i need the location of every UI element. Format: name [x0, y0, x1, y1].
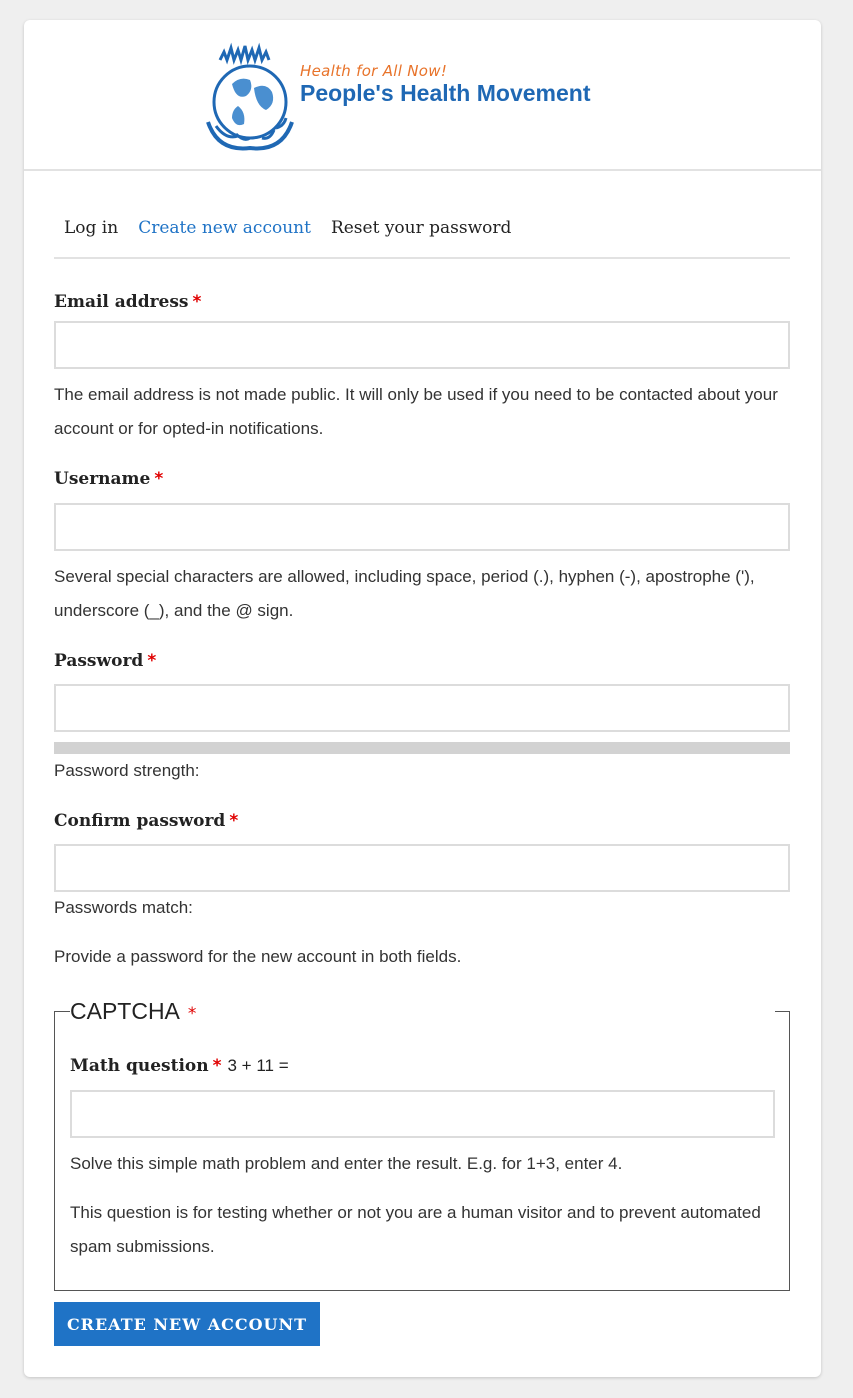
required-mark: * — [147, 651, 157, 671]
username-label — [54, 469, 163, 489]
required-mark: * — [187, 1004, 197, 1024]
confirm-password-label — [54, 811, 238, 831]
site-tagline: Health for All Now! — [300, 62, 448, 80]
password-field[interactable] — [54, 684, 790, 732]
captcha-border-left — [54, 1011, 70, 1012]
tab-create-new-account[interactable]: Create new account — [138, 218, 311, 238]
captcha-legend-text: CAPTCHA — [70, 998, 180, 1024]
password-strength-bar — [54, 742, 790, 754]
email-field[interactable] — [54, 321, 790, 369]
required-mark: * — [192, 292, 202, 312]
username-field[interactable] — [54, 503, 790, 551]
email-description: The email address is not made public. It will only be used if you need to be contacted about your account or for opted-in notifications. — [54, 385, 778, 438]
captcha-border-right — [775, 1011, 790, 1012]
account-tabs — [54, 206, 790, 259]
captcha-answer-field[interactable] — [70, 1090, 775, 1138]
site-name: People's Health Movement — [300, 80, 591, 106]
math-expression: 3 + 11 = — [227, 1056, 289, 1075]
password-label-text: Password — [54, 651, 144, 671]
math-question-label — [70, 1056, 289, 1076]
username-description: Several special characters are allowed, including space, period (.), hyphen (-), apostrophe ('), underscore (_), and the @ sign. — [54, 567, 755, 620]
password-label — [54, 651, 156, 671]
create-account-button[interactable]: CREATE NEW ACCOUNT — [54, 1302, 320, 1346]
captcha-legend — [70, 998, 196, 1025]
site-header — [24, 20, 821, 171]
globe-hands-logo-icon — [202, 40, 298, 152]
required-mark: * — [229, 811, 239, 831]
tab-log-in[interactable]: Log in — [64, 218, 119, 238]
registration-card — [24, 20, 821, 1377]
captcha-instructions: Solve this simple math problem and enter the result. E.g. for 1+3, enter 4. — [70, 1154, 623, 1173]
passwords-match-text: Passwords match: — [54, 898, 193, 917]
captcha-explanation: This question is for testing whether or not you are a human visitor and to prevent automated spam submissions. — [70, 1203, 761, 1256]
password-strength-text: Password strength: — [54, 761, 200, 780]
confirm-password-field[interactable] — [54, 844, 790, 892]
email-label-text: Email address — [54, 292, 189, 312]
tab-reset-password[interactable]: Reset your password — [330, 218, 512, 238]
email-label — [54, 292, 201, 312]
password-help-text: Provide a password for the new account in both fields. — [54, 947, 462, 966]
required-mark: * — [212, 1056, 222, 1076]
username-label-text: Username — [54, 469, 151, 489]
required-mark: * — [154, 469, 164, 489]
confirm-password-label-text: Confirm password — [54, 811, 226, 831]
math-question-label-text: Math question — [70, 1056, 209, 1076]
